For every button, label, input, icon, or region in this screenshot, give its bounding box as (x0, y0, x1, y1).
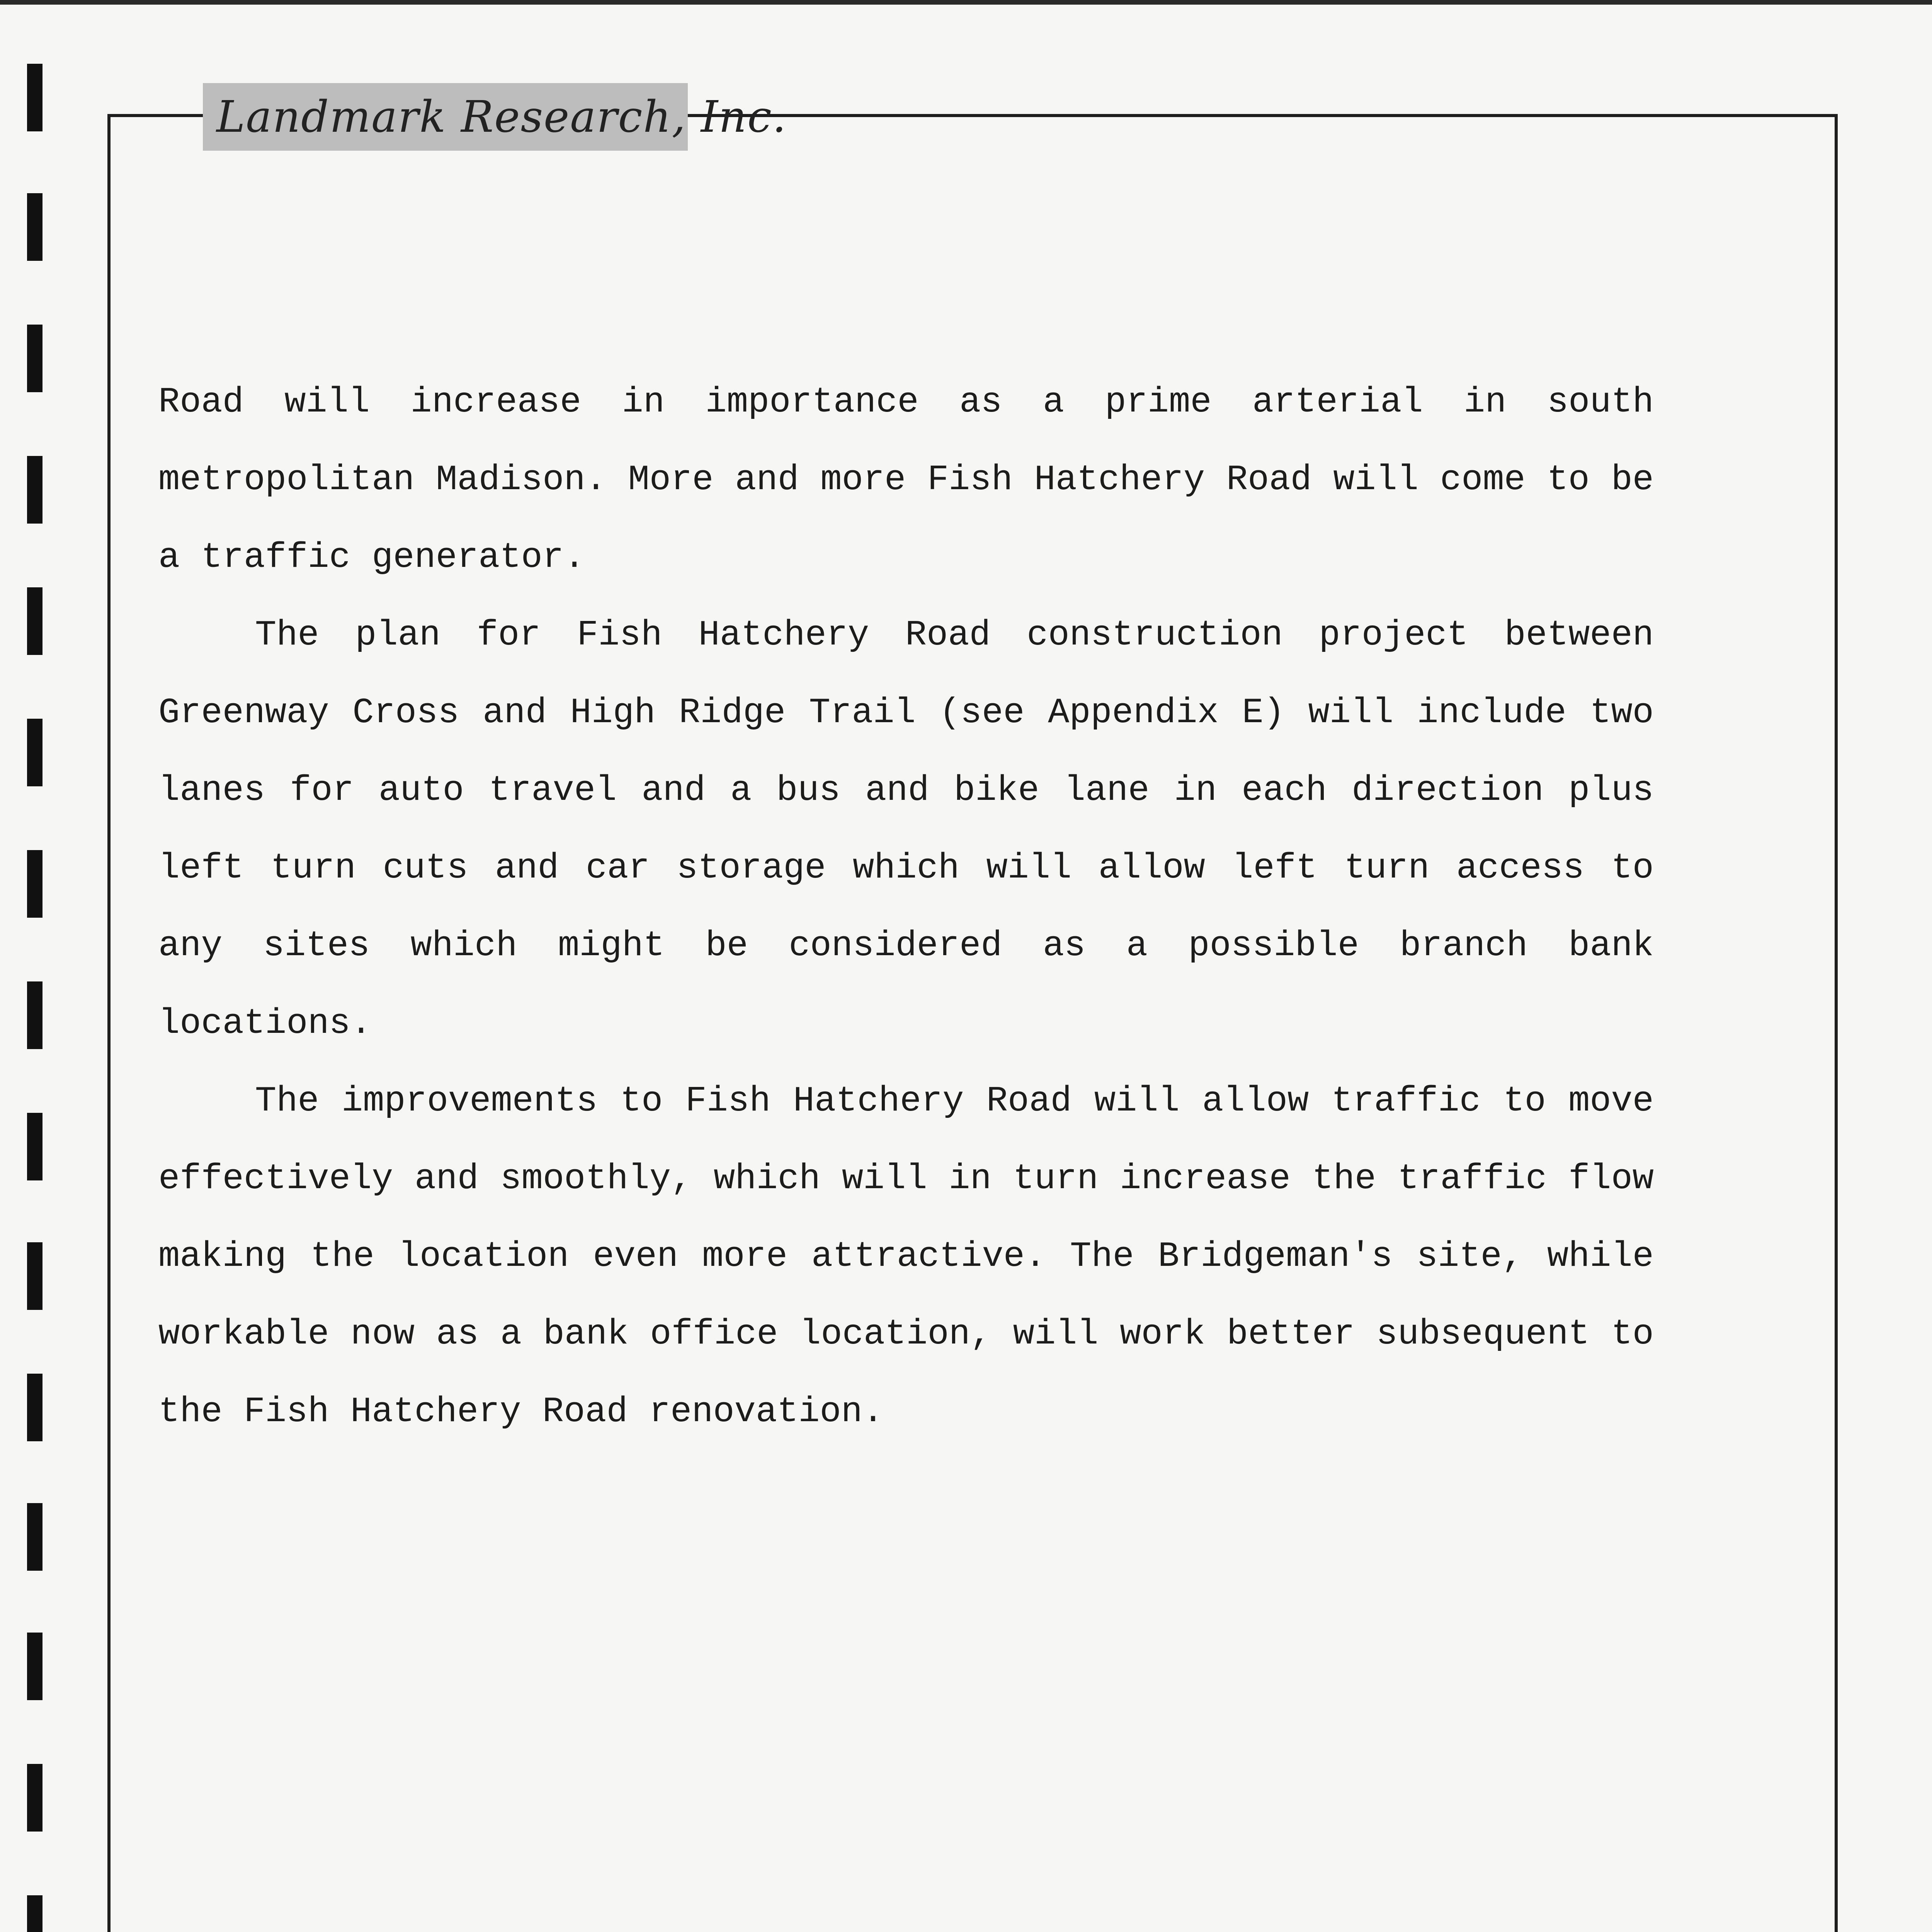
company-logo: Landmark Research, Inc. (216, 92, 787, 142)
binding-hole (27, 1374, 43, 1441)
scan-top-edge (0, 0, 1932, 5)
binding-hole (27, 1764, 43, 1832)
binding-hole (27, 1503, 43, 1571)
binding-hole (27, 64, 43, 131)
paragraph: Road will increase in importance as a prime arterial in south metropolitan Madison. More and more Fish Hatchery Road will come to be a traffic generator. (158, 382, 1654, 578)
binding-hole (27, 981, 43, 1049)
binding-hole (27, 719, 43, 786)
paragraph: The improvements to Fish Hatchery Road will allow traffic to move effectively and smoothly, which will in turn increase the traffic flow making the location even more attractive. The Bridgeman's site, while workable now as a bank office location, will work better subsequent to the Fish Hatchery Road renovation. (158, 1081, 1654, 1432)
binding-hole (27, 587, 43, 655)
binding-hole (27, 1895, 43, 1932)
binding-hole (27, 1633, 43, 1700)
binding-hole (27, 1242, 43, 1310)
binding-hole (27, 456, 43, 524)
paragraph: The plan for Fish Hatchery Road construction project between Greenway Cross and High Ridge Trail (see Appendix E) will include two lanes for auto travel and a bus and bike lane in each direction plus left turn cuts and car storage which will allow left turn access to any sites which might be considered as a possible branch bank locations. (158, 615, 1654, 1044)
binding-strip (27, 0, 43, 1932)
binding-hole (27, 325, 43, 392)
binding-hole (27, 193, 43, 261)
binding-hole (27, 1113, 43, 1180)
body-text (158, 363, 1654, 1451)
binding-hole (27, 850, 43, 918)
